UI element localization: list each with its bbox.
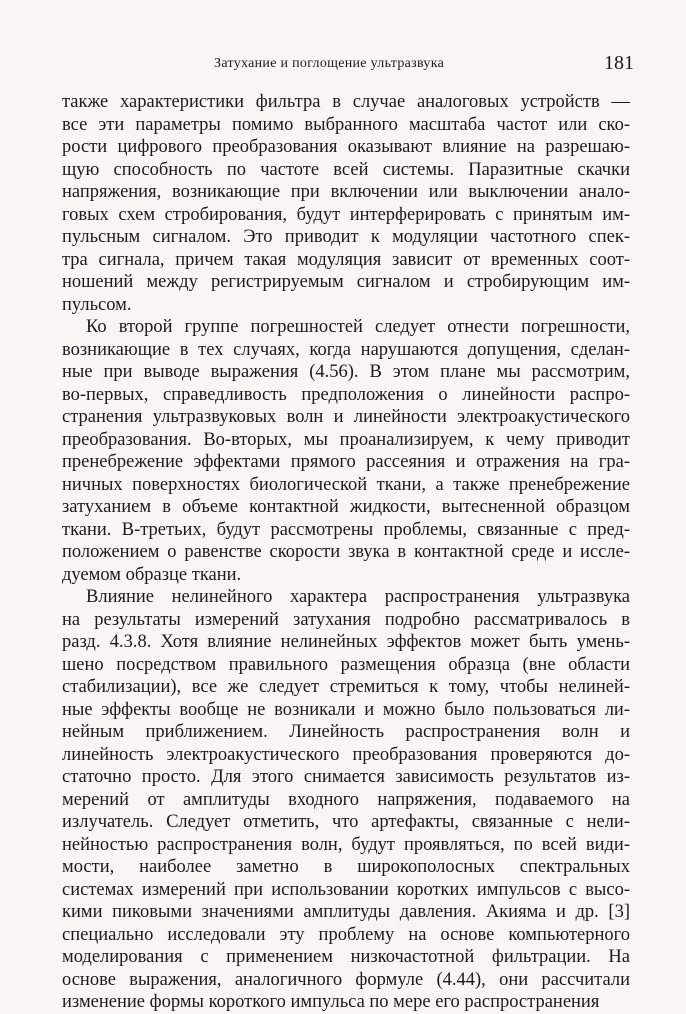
text-line: затуханием в объеме контактной жидкости, вытесненной образцом (62, 497, 630, 517)
text-line: преобразования. Во-вторых, мы проанализируем, к чему приводит (62, 429, 630, 450)
text-line: рости цифрового преобразования оказывают влияние на разрешаю- (62, 137, 630, 157)
text-line: кими пиковыми значениями амплитуды давления. Акияма и др. [3] (62, 902, 630, 922)
text-line: во-первых, справедливость предположения о линейности распро- (62, 384, 630, 405)
text-line: пренебрежение эффектами прямого рассеяния и отражения на гра- (62, 452, 630, 472)
text-line: моделирования с применением низкочастотной фильтрации. На (62, 947, 630, 967)
text-line: ношений между регистрируемым сигналом и стробирующим им- (62, 272, 630, 292)
text-line: возникающие в тех случаях, когда нарушаются допущения, сделан- (62, 339, 630, 360)
text-line: ничных поверхностях биологической ткани, а также пренебрежение (62, 474, 630, 495)
text-line: линейность электроакустического преобразования проверяются до- (62, 744, 630, 765)
text-line: системах измерений при использовании коротких импульсов с высо- (62, 879, 630, 900)
text-line: все эти параметры помимо выбранного масштаба частот или ско- (62, 114, 630, 135)
text-line: стабилизации), все же следует стремиться к тому, чтобы нелиней- (62, 677, 630, 697)
page-header (0, 52, 686, 76)
text-line: мости, наиболее заметно в широкополосных спектральных (62, 857, 630, 877)
paragraph-2 (62, 316, 630, 586)
text-line: тра сигнала, причем такая модуляция зависит от временных соот- (62, 249, 630, 270)
text-line: напряжения, возникающие при включении или выключении анало- (62, 182, 630, 202)
text-line: пульсным сигналом. Это приводит к модуляции частотного спек- (62, 227, 630, 247)
running-title: Затухание и поглощение ультразвука (214, 56, 445, 71)
paragraph-3 (62, 586, 630, 1014)
text-line: нейностью распространения волн, будут проявляться, по всей види- (62, 834, 630, 855)
paragraph-1 (62, 91, 630, 316)
text-line: также характеристики фильтра в случае аналоговых устройств — (62, 92, 630, 112)
page-number: 181 (604, 52, 634, 74)
text-line: щую способность по частоте всей системы. Паразитные скачки (62, 159, 630, 180)
text-line: шено посредством правильного размещения образца (вне области (62, 654, 630, 675)
text-line: изменение формы короткого импульса по мере его распространения (62, 992, 600, 1012)
text-line: Влияние нелинейного характера распространения ультразвука (86, 587, 630, 607)
text-line: пульсом. (62, 294, 132, 315)
text-line: разд. 4.3.8. Хотя влияние нелинейных эффектов может быть умень- (62, 632, 630, 652)
text-line: специально исследовали эту проблему на основе компьютерного (62, 924, 630, 945)
text-line: дуемом образце ткани. (62, 564, 242, 585)
text-line: нейным приближением. Линейность распространения волн и (62, 722, 630, 742)
text-line: на результаты измерений затухания подробно рассматривалось в (62, 609, 630, 630)
text-line: Ко второй группе погрешностей следует отнести погрешности, (86, 317, 630, 337)
text-line: ные эффекты вообще не возникали и можно было пользоваться ли- (62, 699, 630, 720)
text-line: излучатель. Следует отметить, что артефакты, связанные с нели- (62, 812, 630, 832)
text-line: положением о равенстве скорости звука в контактной среде и иссле- (62, 542, 630, 562)
text-line: ткани. В-третьих, будут рассмотрены проблемы, связанные с пред- (62, 519, 630, 540)
text-line: странения ультразвуковых волн и линейности электроакустического (62, 407, 630, 427)
text-line: статочно просто. Для этого снимается зависимость результатов из- (62, 767, 630, 787)
page-body (62, 91, 630, 1014)
text-line: основе выражения, аналогичного формуле (4.44), они рассчитали (62, 969, 630, 990)
text-line: мерений от амплитуды входного напряжения, подаваемого на (62, 789, 630, 810)
text-line: говых схем стробирования, будут интерферировать с принятым им- (62, 204, 630, 225)
text-line: ные при выводе выражения (4.56). В этом плане мы рассмотрим, (62, 362, 630, 382)
